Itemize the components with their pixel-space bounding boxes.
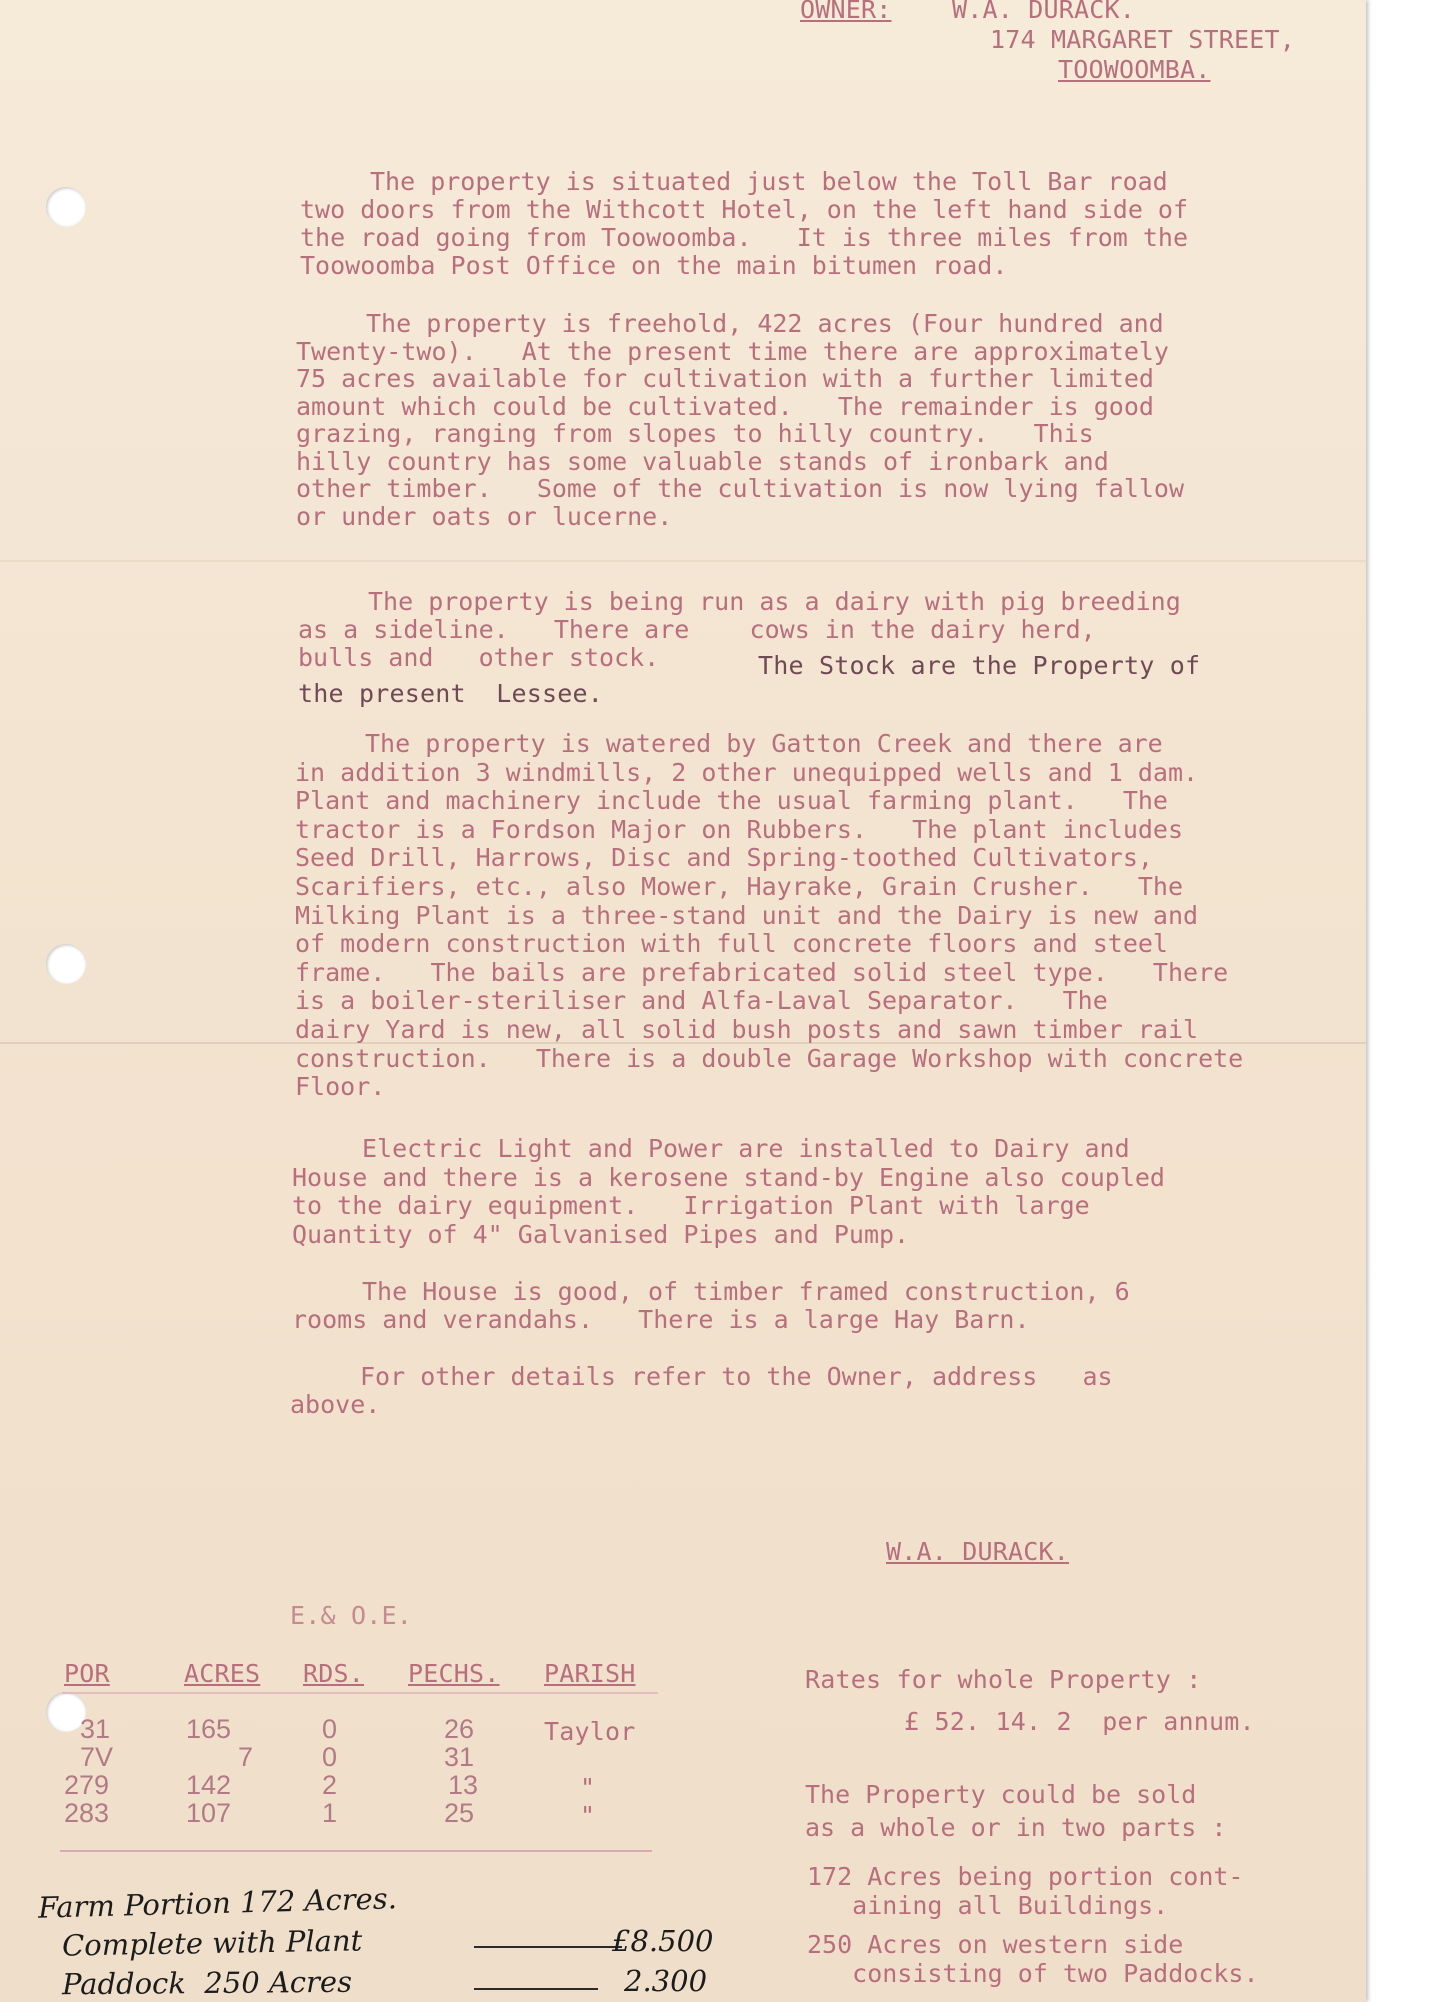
sale-options-note [805,1778,1226,1844]
paragraph-location [300,168,1188,280]
handwritten-dash [474,1946,622,1948]
stock-ownership-note: The Stock are the Property of [758,651,1201,680]
text-line: two doors from the Withcott Hotel, on the left hand side of [300,195,1189,224]
text-line: The House is good, of timber framed construction, 6 [362,1277,1130,1306]
text-line: amount which could be cultivated. The remainder is good [296,391,1154,421]
text-line: hilly country has some valuable stands of ironbark and [296,446,1109,476]
text-line: aining all Buildings. [807,1891,1169,1920]
handwritten-price-farm: £8.500 [612,1924,714,1958]
text-line: 172 Acres being portion cont- [807,1862,1244,1891]
text-line: tractor is a Fordson Major on Rubbers. The plant includes [295,814,1184,844]
owner-town: TOOWOOMBA. [1058,55,1211,84]
text-line: Plant and machinery include the usual farming plant. The [295,786,1168,816]
header-underline [62,1692,658,1694]
table-cell-parish: " [580,1801,596,1830]
text-line: House and there is a kerosene stand-by Engine also coupled [292,1162,1165,1192]
punch-hole [46,187,86,227]
text-line: in addition 3 windmills, 2 other unequipped wells and 1 dam. [295,757,1199,787]
text-line: rooms and verandahs. There is a large Hay Barn. [292,1305,1030,1334]
text-line: The Property could be sold [805,1780,1197,1809]
handwritten-price-paddock: 2.300 [624,1964,708,1998]
table-cell-pechs: 13 [448,1770,479,1800]
text-line: as a sideline. There are cows in the dairy herd, [298,615,1096,644]
text-line: or under oats or lucerne. [296,501,673,531]
table-cell-pechs: 25 [444,1798,475,1828]
typed-signature: W.A. DURACK. [886,1537,1070,1566]
text-line: to the dairy equipment. Irrigation Plant with large [292,1191,1090,1220]
text-line: 75 acres available for cultivation with a further limited [296,364,1154,393]
handwritten-complete-with-plant: Complete with Plant [61,1923,363,1963]
text-line: The property is being run as a dairy with pig breeding [368,587,1181,616]
paragraph-other-details [290,1363,1113,1419]
table-cell-rds: 0 [322,1742,338,1772]
table-cell-por: 279 [64,1770,110,1800]
table-cell-rds: 0 [322,1714,338,1744]
table-cell-acres: 142 [186,1770,232,1800]
text-line: of modern construction with full concrete floors and steel [295,929,1168,959]
text-line: as a whole or in two parts : [805,1813,1227,1842]
text-line: is a boiler-steriliser and Alfa-Laval Separator. The [295,986,1108,1016]
table-bottom-rule [60,1850,652,1852]
punch-hole [46,944,86,984]
col-header-acres: ACRES [184,1659,261,1688]
text-line: The property is watered by Gatton Creek and there are [365,729,1163,758]
text-line: grazing, ranging from slopes to hilly country. This [296,419,1094,448]
text-line: 250 Acres on western side [807,1930,1184,1959]
text-line: other timber. Some of the cultivation is now lying fallow [296,474,1185,503]
stock-ownership-note-cont: the present Lessee. [298,679,604,708]
table-cell-pechs: 26 [444,1714,475,1744]
paragraph-acreage [296,310,1184,530]
text-line: The property is freehold, 422 acres (Four hundred and [366,309,1164,338]
table-cell-parish: " [580,1773,596,1802]
sale-option-paddocks [807,1930,1259,1988]
text-line: consisting of two Paddocks. [807,1959,1259,1988]
text-line: Scarifiers, etc., also Mower, Hayrake, Grain Crusher. The [295,871,1184,901]
text-line: construction. There is a double Garage Workshop with concrete [295,1043,1244,1073]
table-cell-acres: 165 [186,1714,232,1744]
text-line: Floor. [295,1072,386,1102]
table-cell-por: 31 [80,1714,111,1744]
text-line: bulls and other stock. [298,643,660,672]
text-line: Twenty-two). At the present time there are approximately [296,336,1169,366]
table-cell-rds: 1 [322,1798,338,1828]
sale-option-buildings [807,1862,1244,1920]
text-line: above. [290,1390,381,1419]
col-header-rds: RDS. [303,1659,365,1688]
table-cell-acres: 7 [238,1742,254,1772]
text-line: the road going from Toowoomba. It is three miles from the [300,223,1189,252]
text-line: Seed Drill, Harrows, Disc and Spring-toothed Cultivators, [295,843,1153,873]
owner-label: OWNER: [800,0,892,24]
table-cell-pechs: 31 [444,1742,475,1772]
paragraph-electricity [292,1135,1165,1249]
col-header-pechs: PECHS. [408,1659,500,1688]
col-header-parish: PARISH [544,1659,636,1688]
handwritten-dash [474,1988,598,1990]
paragraph-house [292,1278,1130,1334]
handwritten-farm-portion: Farm Portion 172 Acres. [37,1881,398,1925]
text-line: Electric Light and Power are installed to Dairy and [362,1134,1130,1163]
errors-omissions-note: E.& O.E. [290,1601,413,1630]
paper-fold [0,560,1366,562]
col-header-por: POR [64,1659,110,1688]
text-line: dairy Yard is new, all solid bush posts and sawn timber rail [295,1014,1199,1044]
text-line: Toowoomba Post Office on the main bitumen road. [300,251,1008,280]
rates-label: Rates for whole Property : [805,1665,1202,1694]
text-line: frame. The bails are prefabricated solid steel type. There [295,957,1229,987]
table-cell-parish: Taylor [544,1717,636,1746]
handwritten-paddock: Paddock 250 Acres [61,1964,353,2002]
table-cell-acres: 107 [186,1798,232,1828]
table-cell-por: 7V [80,1742,114,1772]
table-cell-por: 283 [64,1798,110,1828]
text-line: Milking Plant is a three-stand unit and the Dairy is new and [295,900,1199,930]
owner-street: 174 MARGARET STREET, [990,25,1296,54]
rates-amount: £ 52. 14. 2 per annum. [904,1707,1255,1736]
paragraph-water-plant [295,730,1243,1102]
text-line: The property is situated just below the Toll Bar road [370,167,1168,196]
table-cell-rds: 2 [322,1770,338,1800]
text-line: Quantity of 4" Galvanised Pipes and Pump. [292,1219,910,1249]
owner-name: W.A. DURACK. [952,0,1136,24]
text-line: For other details refer to the Owner, address as [360,1362,1113,1391]
